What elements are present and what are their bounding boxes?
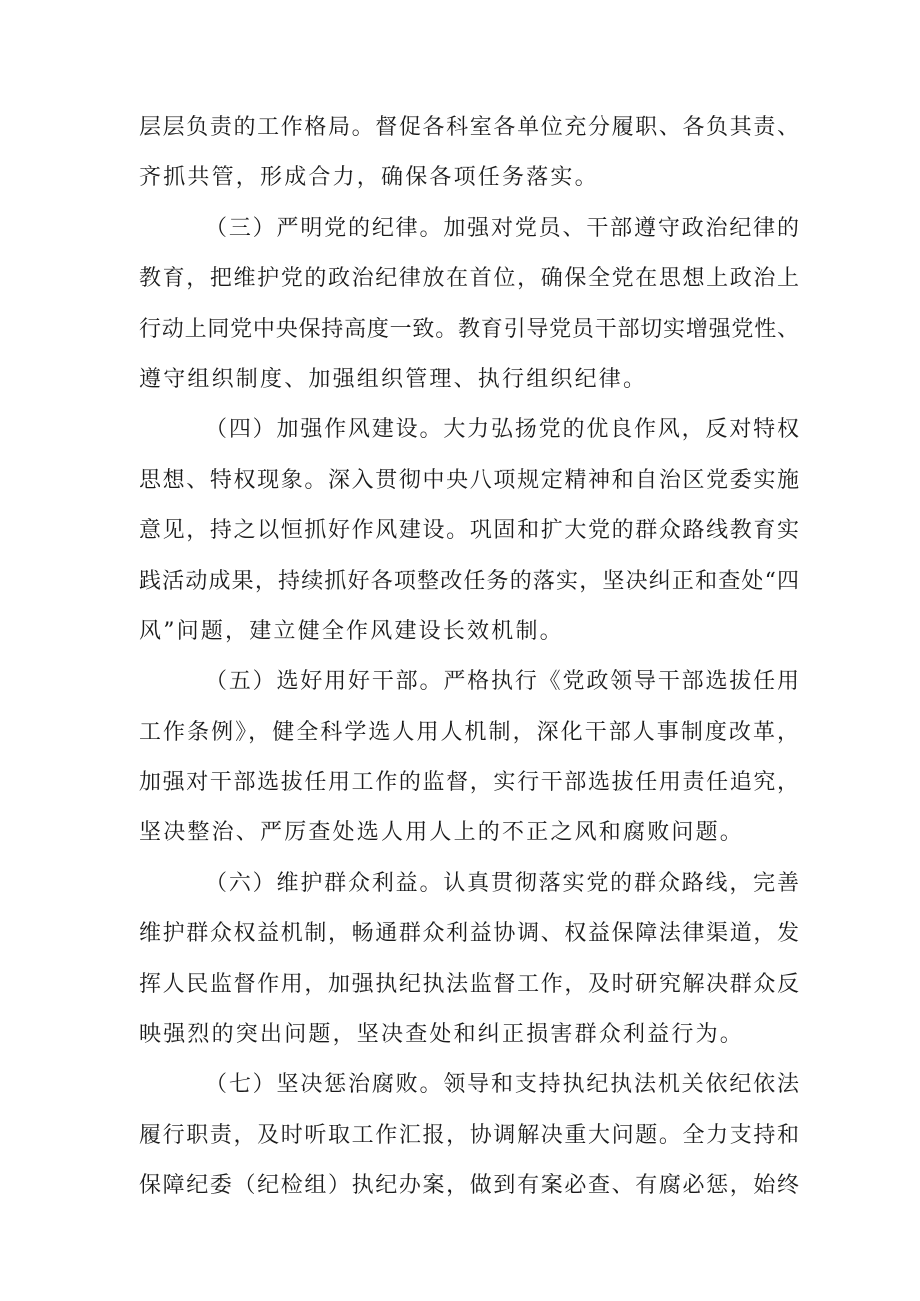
text-line: 工作条例》，健全科学选人用人机制，深化干部人事制度改革， (139, 719, 799, 745)
text-line: （四）加强作风建设。大力弘扬党的优良作风，反对特权 (205, 417, 799, 443)
paragraph-section-6 (139, 859, 799, 1061)
text-line: （五）选好用好干部。严格执行《党政领导干部选拔任用 (205, 669, 799, 695)
text-line: 行动上同党中央保持高度一致。教育引导党员干部切实增强党性、 (139, 316, 799, 342)
text-line: 践活动成果，持续抓好各项整改任务的落实，坚决纠正和查处“四 (139, 568, 799, 594)
text-line: 风”问题，建立健全作风建设长效机制。 (139, 618, 564, 644)
text-line: 维护群众权益机制，畅通群众利益协调、权益保障法律渠道，发 (139, 921, 799, 947)
paragraph-continuation (139, 103, 799, 204)
text-line: 意见，持之以恒抓好作风建设。巩固和扩大党的群众路线教育实 (139, 518, 799, 544)
text-line: 思想、特权现象。深入贯彻中央八项规定精神和自治区党委实施 (139, 467, 799, 493)
text-line: 坚决整治、严厉查处选人用人上的不正之风和腐败问题。 (139, 820, 745, 846)
text-line: 映强烈的突出问题，坚决查处和纠正损害群众利益行为。 (139, 1022, 745, 1048)
text-line: 教育，把维护党的政治纪律放在首位，确保全党在思想上政治上 (139, 266, 799, 292)
paragraph-section-7 (139, 1060, 799, 1211)
paragraph-section-4 (139, 405, 799, 657)
paragraph-section-5 (139, 657, 799, 859)
text-line: （六）维护群众利益。认真贯彻落实党的群众路线，完善 (205, 870, 799, 896)
text-line: 挥人民监督作用，加强执纪执法监督工作，及时研究解决群众反 (139, 971, 799, 997)
text-line: 遵守组织制度、加强组织管理、执行组织纪律。 (139, 366, 648, 392)
text-line: （七）坚决惩治腐败。领导和支持执纪执法机关依纪依法 (205, 1072, 799, 1098)
text-line: 层层负责的工作格局。督促各科室各单位充分履职、各负其责、 (139, 115, 799, 140)
text-line: 保障纪委（纪检组）执纪办案，做到有案必查、有腐必惩，始终 (139, 1173, 799, 1199)
text-line: 齐抓共管，形成合力，确保各项任务落实。 (139, 165, 599, 191)
text-line: 履行职责，及时听取工作汇报，协调解决重大问题。全力支持和 (139, 1122, 799, 1148)
document-body (139, 103, 799, 1212)
text-line: （三）严明党的纪律。加强对党员、干部遵守政治纪律的 (205, 215, 799, 241)
text-line: 加强对干部选拔任用工作的监督，实行干部选拔任用责任追究， (139, 770, 799, 796)
paragraph-section-3 (139, 204, 799, 406)
